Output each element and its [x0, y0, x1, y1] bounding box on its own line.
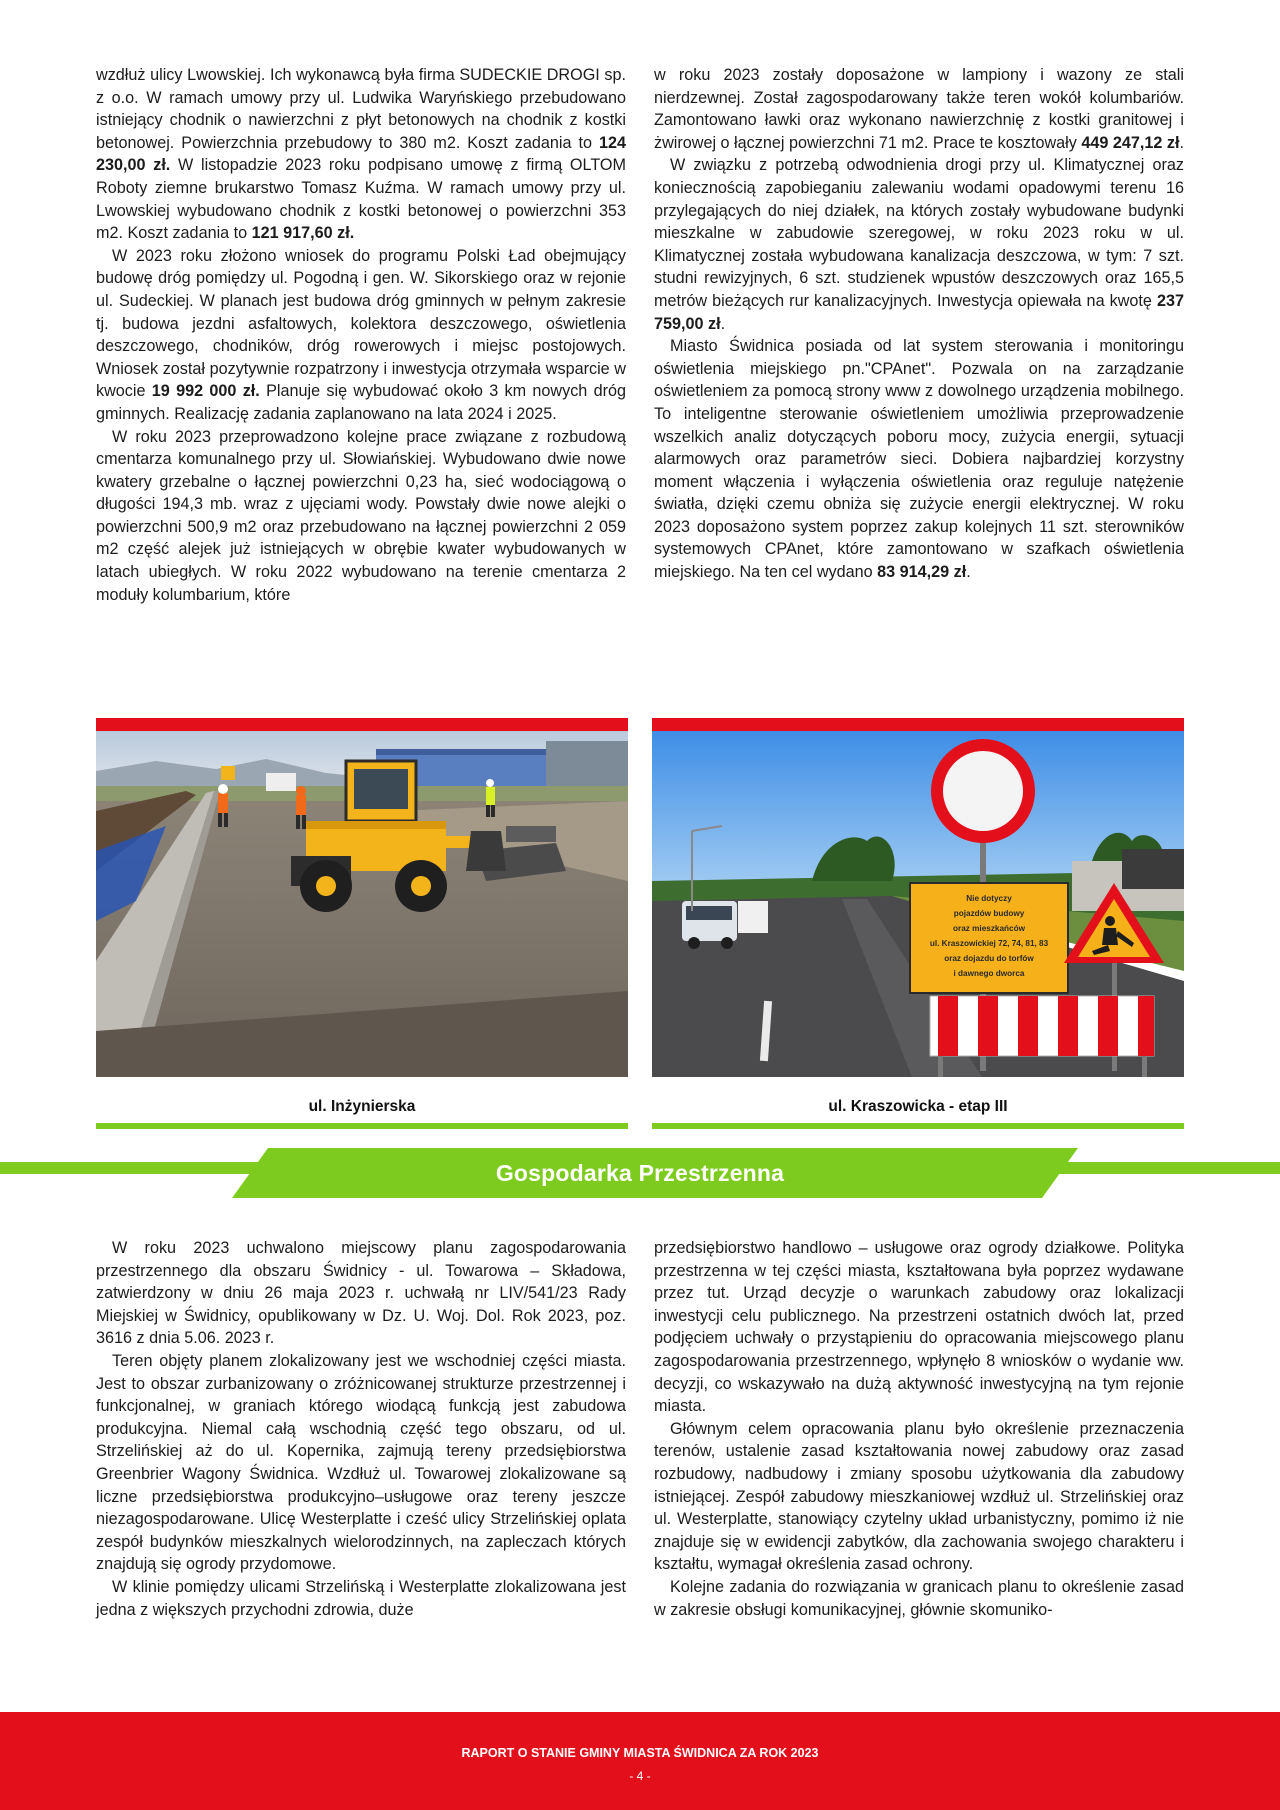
paragraph: Miasto Świdnica posiada od lat system sterowania i monitoringu oświetlenia miejskiego pn."CPAnet". Pozwala on na zarządzanie oświetleniem za pomocą strony www z dowolnego urządzenia mobilnego. To inteligentne sterowanie oświetleniem umożliwia przeprowadzenie wszelkich analiz dotyczących poboru mocy, zużycia energii, sytuacji alarmowych oraz parametrów sieci. Dobiera najbardziej korzystny moment włączenia i wyłączenia oświetlenia oraz reguluje natężenie światła, dzięki czemu obniża się zużycie energii elektrycznej. W roku 2023 doposażono system poprzez zakup kolejnych 11 szt. sterowników systemowych CPAnet, które zamontowano w szafkach oświetlenia miejskiego. Na ten cel wydano 83 914,29 zł. — [654, 337, 1184, 582]
amount: 237 759,00 zł — [654, 291, 1184, 333]
amount: 121 917,60 zł. — [251, 224, 355, 243]
photo-caption: ul. Kraszowicka - etap III — [828, 1097, 1008, 1115]
section-title: Gospodarka Przestrzenna — [495, 1160, 785, 1186]
info-sign-line: i dawnego dworca — [953, 969, 1025, 978]
text-column-top-right — [654, 64, 1184, 584]
info-sign-line: ul. Kraszowickiej 72, 74, 81, 83 — [929, 939, 1049, 948]
construction-site-image — [96, 731, 628, 1077]
paragraph: W 2023 roku złożono wniosek do programu Polski Ład obejmujący budowę dróg pomiędzy ul. Pogodną i gen. W. Sikorskiego oraz w rejonie ul. Sudeckiej. W planach jest budowa dróg gminnych w pełnym zakresie tj. budowa jezdni asfaltowych, kolektora deszczowego, oświetlenia deszczowego, chodników, dróg rowerowych i miejsc postojowych. Wniosek został pozytywnie rozpatrzony i inwestycja otrzymała wsparcie w kwocie 19 992 000 zł. Planuje się wybudować około 3 km nowych dróg gminnych. Realizację zadania zaplanowano na lata 2024 i 2025. — [96, 246, 626, 423]
paragraph: w roku 2023 zostały doposażone w lampiony i wazony ze stali nierdzewnej. Został zagospodarowany także teren wokół kolumbariów. Zamontowano ławki oraz wykonano nawierzchnię z kostki granitowej i żwirowej o łącznej powierzchni 71 m2. Prace te kosztowały 449 247,12 zł. — [654, 66, 1184, 152]
text-column-bottom-right — [654, 1237, 1184, 1621]
photo-inzynierska — [96, 718, 628, 1129]
info-sign-line: oraz dojazdu do torfów — [944, 954, 1034, 963]
amount: 124 230,00 zł. — [96, 133, 626, 175]
paragraph: wzdłuż ulicy Lwowskiej. Ich wykonawcą była firma SUDECKIE DROGI sp. z o.o. W ramach umowy przy ul. Ludwika Waryńskiego przebudowano istniejący chodnik o nawierzchni z płyt betonowych na chodnik z kostki betonowej. Powierzchnia przebudowy to 380 m2. Koszt zadania to 124 230,00 zł. W listopadzie 2023 roku podpisano umowę z firmą OLTOM Roboty ziemne brukarstwo Tomasz Kuźma. W ramach umowy przy ul. Lwowskiej wybudowano chodnik z kostki betonowej o powierzchni 353 m2. Koszt zadania to 121 917,60 zł. — [96, 66, 626, 243]
section-banner — [0, 1148, 1280, 1198]
info-sign — [910, 883, 1068, 993]
amount: 19 992 000 zł. — [151, 382, 260, 401]
amount: 449 247,12 zł — [1081, 133, 1180, 152]
paragraph: Głównym celem opracowania planu było określenie przeznaczenia terenów, ustalenie zasad kształtowania nowej zabudowy oraz zasad rozbudowy, nadbudowy i zmiany sposobu użytkowania dla zabudowy istniejącej. Zespół zabudowy mieszkaniowej wzdłuż ul. Strzelińskiej oraz ul. Westerplatte, stanowiący czytelny układ urbanistyczny, pomimo iż nie znajduje się w ewidencji zabytków, dla zachowania swojego charakteru i kształtu, wymagał określenia zasad ochrony. — [654, 1419, 1184, 1574]
amount: 83 914,29 zł — [877, 563, 967, 582]
paragraph: Kolejne zadania do rozwiązania w granicach planu to określenie zasad w zakresie obsługi komunikacyjnej, głównie skomuniko- — [654, 1577, 1184, 1619]
paragraph: W roku 2023 przeprowadzono kolejne prace związane z rozbudową cmentarza komunalnego przy ul. Słowiańskiej. Wybudowano dwie nowe kwatery grzebalne o łącznej powierzchni 0,23 ha, sieć wodociągową o długości 194,3 mb. wraz z ujęciami wody. Powstały dwie nowe alejki o powierzchni 500,9 m2 oraz przebudowano na łącznej powierzchni 2 059 m2 część alejek już istniejących w obrębie kwater wybudowanych w latach ubiegłych. W roku 2022 wybudowano na terenie cmentarza 2 moduły kolumbarium, które — [96, 427, 626, 604]
text-column-top-left — [96, 64, 626, 606]
paragraph: W roku 2023 uchwalono miejscowy planu zagospodarowania przestrzennego dla obszaru Świdnicy - ul. Towarowa – Składowa, zatwierdzony w dniu 26 maja 2023 r. uchwałą nr LIV/541/23 Rady Miejskiej w Świdnicy, opublikowany w Dz. U. Woj. Dol. Rok 2023, poz. 3616 z dnia 5.06. 2023 r. — [96, 1239, 626, 1348]
photo-kraszowicka — [652, 718, 1184, 1129]
footer-title: RAPORT O STANIE GMINY MIASTA ŚWIDNICA ZA ROK 2023 — [461, 1746, 819, 1760]
info-sign-line: oraz mieszkańców — [953, 924, 1025, 933]
page-number: - 4 - — [629, 1769, 651, 1783]
page-footer — [0, 1712, 1280, 1810]
paragraph: W klinie pomiędzy ulicami Strzelińską i Westerplatte zlokalizowana jest jedna z większych przychodni zdrowia, duże — [96, 1577, 626, 1619]
photo-caption: ul. Inżynierska — [308, 1097, 416, 1115]
text-column-bottom-left — [96, 1237, 626, 1621]
info-sign-line: pojazdów budowy — [953, 909, 1025, 918]
paragraph: Teren objęty planem zlokalizowany jest we wschodniej części miasta. Jest to obszar zurbanizowany o zróżnicowanej strukturze przestrzennej i funkcjonalnej, w graniach którego wiodącą funkcją jest zabudowa produkcyjna. Niemal całą wschodnią część tego obszaru, od ul. Strzelińskiej aż do ul. Kopernika, zajmują tereny przedsiębiorstwa Greenbrier Wagony Świdnica. Wzdłuż ul. Towarowej zlokalizowane są liczne przedsiębiorstwa produkcyjno–usługowe oraz tereny jeszcze niezagospodarowane. Ulicę Westerplatte i cześć ulicy Strzelińskiej oplata zespół budynków mieszkalnych wielorodzinnych, na zapleczach których znajdują się ogrody przydomowe. — [96, 1351, 626, 1574]
road-signs-image — [652, 731, 1184, 1077]
paragraph: przedsiębiorstwo handlowo – usługowe oraz ogrody działkowe. Polityka przestrzenna w tej części miasta, kształtowana była poprzez wydawane przez tut. Urząd decyzje o warunkach zabudowy oraz lokalizacji inwestycji celu publicznego. Na przestrzeni ostatnich dwóch lat, przed podjęciem uchwały o przystąpieniu do opracowania miejscowego planu zagospodarowania przestrzennego, wpłynęło 8 wniosków o wydanie ww. decyzji, co wskazywało na dużą aktywność inwestycyjną na tym rejonie miasta. — [654, 1239, 1184, 1416]
info-sign-line: Nie dotyczy — [966, 894, 1012, 903]
paragraph: W związku z potrzebą odwodnienia drogi przy ul. Klimatycznej oraz koniecznością zapobieganiu zalewaniu wodami opadowymi terenu 16 przylegających do niej działek, na których zostały wybudowane budynki mieszkalne w zabudowie szeregowej, w roku 2023 roku w ul. Klimatycznej została wybudowana kanalizacja deszczowa, w tym: 7 szt. studni rewizyjnych, 6 szt. studzienek wpustów deszczowych oraz 165,5 metrów bieżących rur kanalizacyjnych. Inwestycja opiewała na kwotę 237 759,00 zł. — [654, 156, 1184, 333]
